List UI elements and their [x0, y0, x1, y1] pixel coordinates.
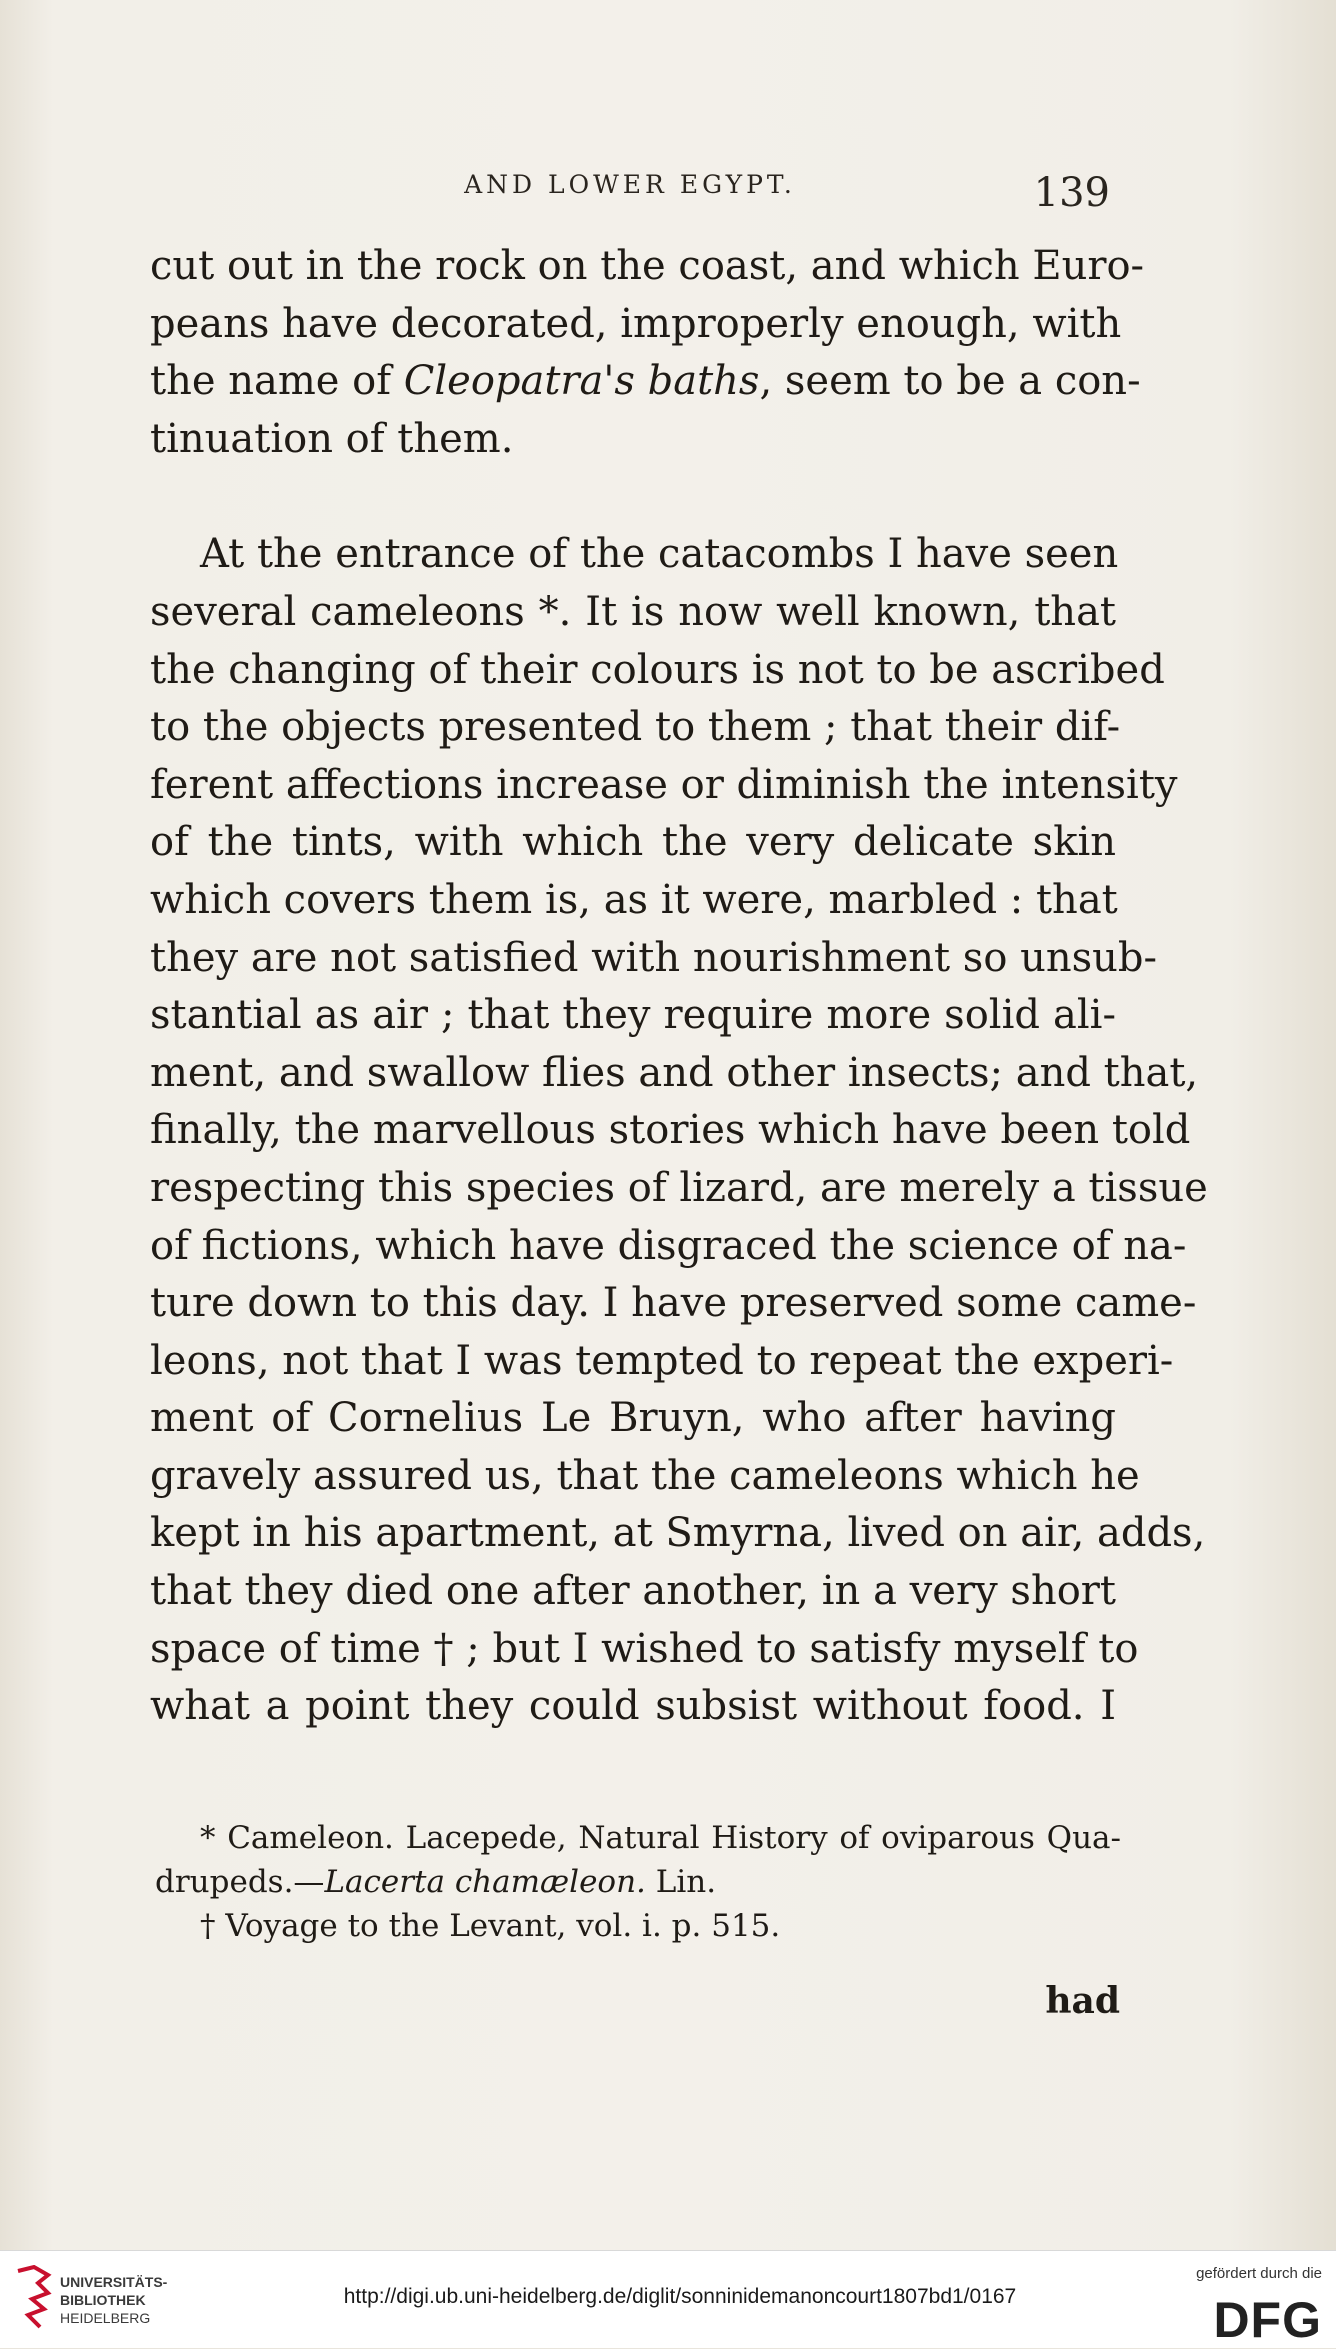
text-line: of fictions, which have disgraced the science of na- [150, 1222, 1187, 1269]
library-name: UNIVERSITÄTS- BIBLIOTHEK HEIDELBERG [60, 2274, 168, 2326]
text-line: stantial as air ; that they require more solid ali- [150, 992, 1116, 1039]
footnote-1-continued: drupeds.—Lacerta chamæleon. Lin. [155, 1864, 717, 1900]
text-line: the name of Cleopatra's baths, seem to be a con- [150, 358, 1141, 405]
text-line: space of time † ; but I wished to satisfy myself to [150, 1625, 1139, 1672]
footnote-1: * Cameleon. Lacepede, Natural History of oviparous Qua- [200, 1820, 1121, 1856]
body-text [150, 238, 1208, 1736]
page-number: 139 [1033, 170, 1110, 216]
digitization-footer [0, 2250, 1336, 2348]
text-line: tinuation of them. [150, 415, 514, 462]
footnotes [155, 1816, 1121, 1948]
page-header [150, 170, 1110, 220]
dfg-logo: DFG [1213, 2292, 1322, 2348]
footnote-2: † Voyage to the Levant, vol. i. p. 515. [200, 1908, 781, 1944]
text-line: At the entrance of the catacombs I have seen [200, 531, 1119, 578]
text-line: what a point they could subsist without food. I [150, 1683, 1116, 1730]
text-line: that they died one after another, in a very short [150, 1568, 1116, 1615]
text-line: finally, the marvellous stories which have been told [150, 1107, 1191, 1154]
text-line: several cameleons *. It is now well known, that [150, 588, 1116, 635]
catchword: had [1045, 1980, 1120, 2022]
text-line: peans have decorated, improperly enough, with [150, 300, 1122, 347]
funding-caption: gefördert durch die [1196, 2265, 1322, 2282]
text-line: ment, and swallow flies and other insects; and that, [150, 1049, 1199, 1096]
italic-title: Cleopatra's baths [403, 358, 760, 405]
running-head: AND LOWER EGYPT. [464, 170, 796, 199]
university-library-logo [14, 2265, 52, 2329]
text-line: kept in his apartment, at Smyrna, lived on air, adds, [150, 1510, 1206, 1557]
text-line: gravely assured us, that the cameleons which he [150, 1452, 1140, 1499]
text-line: leons, not that I was tempted to repeat the experi- [150, 1337, 1174, 1384]
text-line: ture down to this day. I have preserved some came- [150, 1280, 1197, 1327]
text-line: respecting this species of lizard, are merely a tissue [150, 1164, 1208, 1211]
text-line: the changing of their colours is not to be ascribed [150, 646, 1165, 693]
text-line: which covers them is, as it were, marbled : that [150, 876, 1118, 923]
text-line: they are not satisfied with nourishment so unsub- [150, 934, 1158, 981]
text-line: ferent affections increase or diminish the intensity [150, 761, 1178, 808]
text-line: ment of Cornelius Le Bruyn, who after having [150, 1395, 1116, 1442]
text-line: to the objects presented to them ; that their dif- [150, 704, 1121, 751]
text-line: cut out in the rock on the coast, and which Euro- [150, 243, 1145, 289]
permalink-url[interactable]: http://digi.ub.uni-heidelberg.de/diglit/sonninidemanoncourt1807bd1/0167 [343, 2285, 1017, 2308]
text-line: of the tints, with which the very delicate skin [150, 819, 1116, 866]
